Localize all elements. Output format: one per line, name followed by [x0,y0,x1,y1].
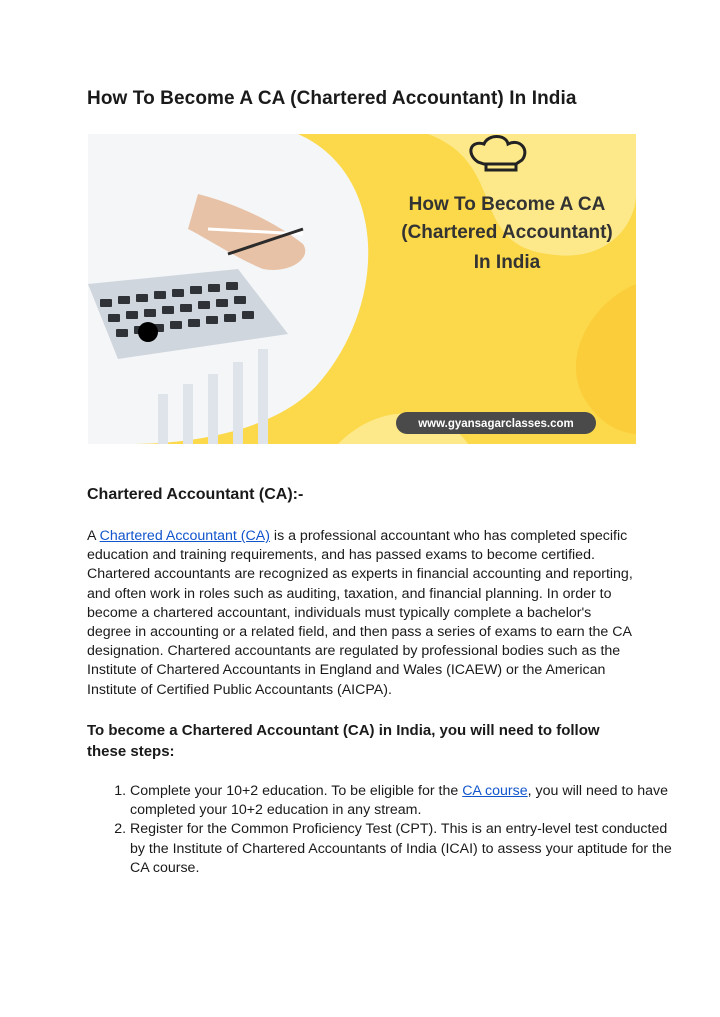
banner-heading-1: How To Become A CA [408,194,606,215]
banner-heading-3: In India [473,252,541,273]
banner-image [88,134,636,444]
paragraph-prefix: A [87,528,100,544]
ca-link[interactable]: Chartered Accountant (CA) [99,528,270,544]
section-heading: Chartered Accountant (CA):- [87,486,304,503]
banner-heading-2: (Chartered Accountant) [401,222,613,243]
step-text: , you will need to have completed your 10+2 education in any stream. [130,783,669,819]
step-text: Register for the Common Proficiency Test (CPT). This is an entry-level test conducted by the Institute of Chartered Accountants of India (ICAI) to assess your aptitude for the CA course. [130,821,672,876]
step-item [130,820,680,878]
page-title: How To Become A CA (Chartered Accountant) In India [87,88,577,109]
intro-paragraph [87,527,637,700]
step-text: Complete your 10+2 education. To be eligible for the [130,783,463,799]
steps-list [87,782,680,878]
steps-heading: To become a Chartered Accountant (CA) in India, you will need to follow these steps: [87,722,600,760]
step-item [130,782,680,820]
paragraph-body: is a professional accountant who has completed specific education and training requirements, and has passed exams to become certified. Chartered accountants are recognized as experts in financial accounting and reporting, and often work in roles such as auditing, taxation, and financial planning. In order to become a chartered accountant, individuals must typically complete a bachelor's degree in accounting or a related field, and then pass a series of exams to earn the CA designation. Chartered accountants are regulated by professional bodies such as the Institute of Chartered Accountants in England and Wales (ICAEW) or the American Institute of Certified Public Accountants (AICPA). [87,528,633,698]
ca-course-link[interactable]: CA course [462,783,528,799]
banner-website: www.gyansagarclasses.com [418,418,574,430]
